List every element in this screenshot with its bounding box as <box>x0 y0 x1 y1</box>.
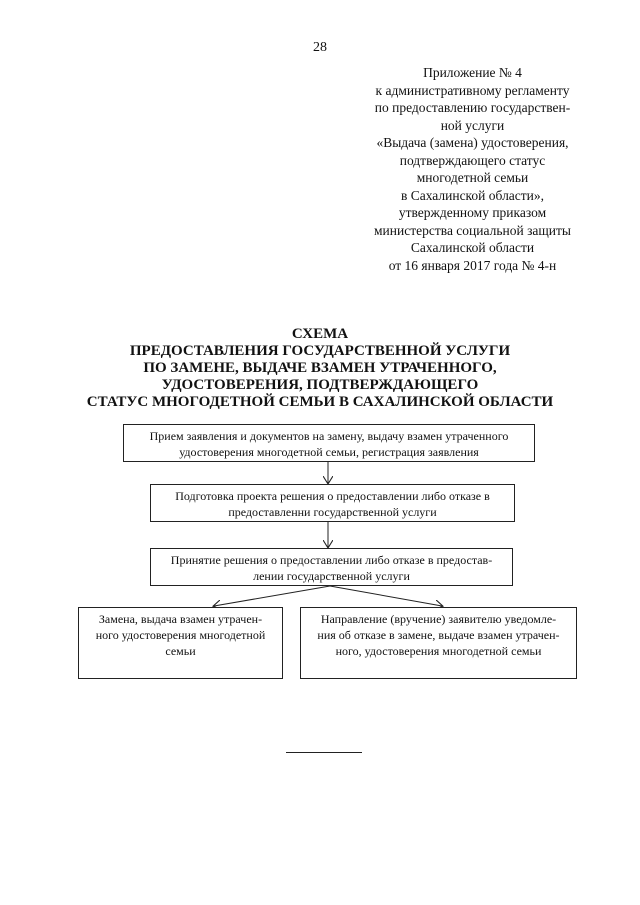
step-text-line: Прием заявления и документов на замену, выдачу взамен утраченного <box>149 429 509 443</box>
title-line: СТАТУС МНОГОДЕТНОЙ СЕМЬИ В САХАЛИНСКОЙ ОБЛАСТИ <box>86 394 554 410</box>
appendix-line: в Сахалинской области», <box>400 187 545 203</box>
step-preparation-box <box>150 484 515 522</box>
page-number: 28 <box>313 40 327 55</box>
step-text-line: Направление (вручение) заявителю уведомле- <box>320 612 557 626</box>
step-text-line: Принятие решения о предоставлении либо отказе в предостав- <box>170 553 493 567</box>
arrow-decision-to-issue <box>214 586 330 606</box>
step-text-line: удостоверения многодетной семьи, регистрация заявления <box>179 445 479 459</box>
appendix-line: «Выдача (замена) удостоверения, <box>376 135 569 150</box>
appendix-line: от 16 января 2017 года № 4-н <box>388 257 557 273</box>
appendix-line: по предоставлению государствен- <box>374 100 571 115</box>
title-line: ПРЕДОСТАВЛЕНИЯ ГОСУДАРСТВЕННОЙ УСЛУГИ <box>129 343 511 359</box>
step-text-line: ния об отказе в замене, выдаче взамен утрачен- <box>317 628 560 642</box>
step-reception-box <box>123 424 535 462</box>
appendix-line: Приложение № 4 <box>423 65 522 80</box>
step-decision-box <box>150 548 513 586</box>
step-text-line: предоставленни государственной услуги <box>228 505 437 519</box>
appendix-line: министерства социальной защиты <box>374 222 571 238</box>
footer-divider <box>286 752 362 753</box>
step-text-line: ного, удостоверения многодетной семьи <box>335 644 542 658</box>
step-text-line: Замена, выдача взамен утрачен- <box>98 612 263 626</box>
step-issue-box <box>78 607 283 679</box>
appendix-line: к административному регламенту <box>375 82 570 98</box>
step-text-line: лении государственной услуги <box>253 569 410 583</box>
appendix-line: утвержденному приказом <box>398 205 547 220</box>
step-text-line: Подготовка проекта решения о предоставлении либо отказе в <box>175 489 490 503</box>
appendix-line: подтверждающего статус <box>399 152 546 168</box>
step-text-line: ного удостоверения многодетной <box>95 628 266 642</box>
appendix-line: Сахалинской области <box>410 240 535 255</box>
step-text-line: семьи <box>165 644 196 658</box>
step-refusal-box <box>300 607 577 679</box>
title-line: ПО ЗАМЕНЕ, ВЫДАЧЕ ВЗАМЕН УТРАЧЕННОГО, <box>143 360 497 376</box>
title-line: УДОСТОВЕРЕНИЯ, ПОДТВЕРЖДАЮЩЕГО <box>161 377 479 393</box>
appendix-line: ной услуги <box>440 117 505 133</box>
appendix-line: многодетной семьи <box>416 170 529 185</box>
arrow-decision-to-refusal <box>330 586 442 606</box>
title-line: СХЕМА <box>291 326 349 342</box>
